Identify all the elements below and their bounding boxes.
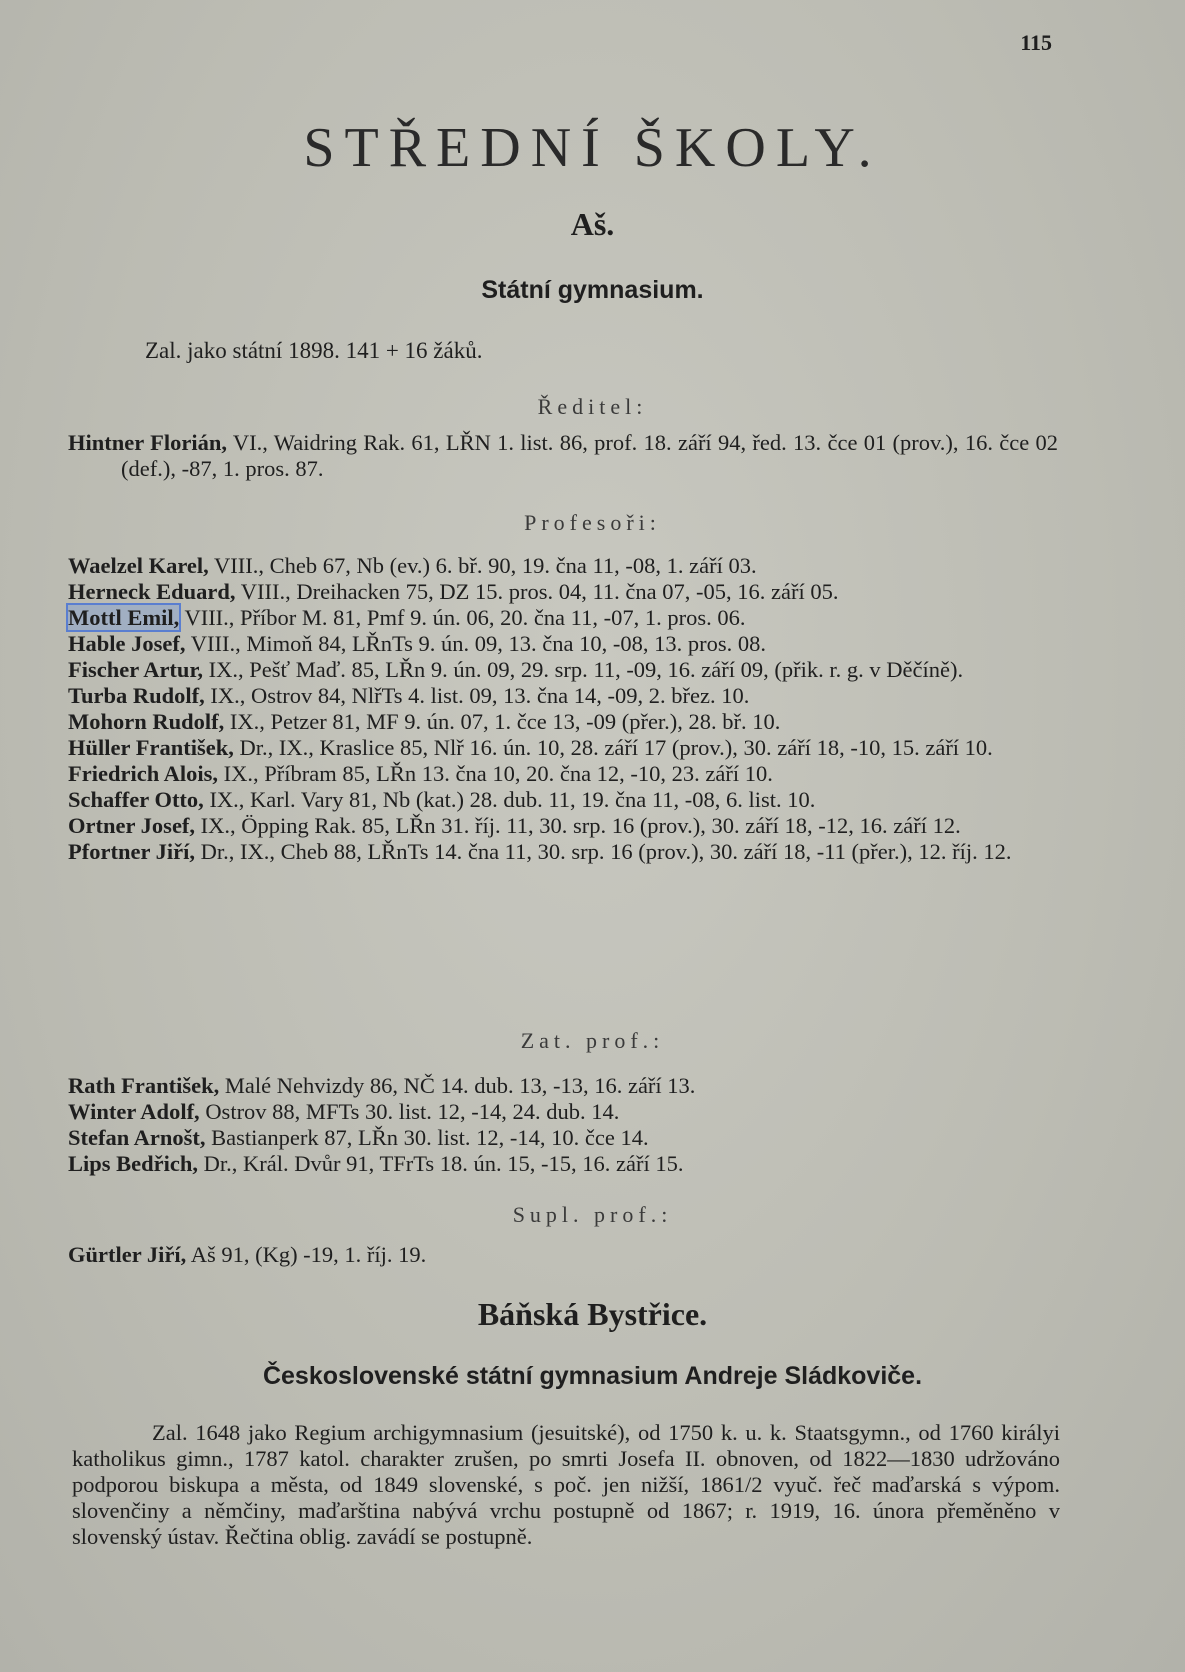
founding-note-as: Zal. jako státní 1898. 141 + 16 žáků.: [145, 338, 483, 363]
person-details: Dr., Král. Dvůr 91, TFrTs 18. ún. 15, -15, 16. září 15.: [198, 1151, 684, 1176]
person-name: Lips Bedřich,: [68, 1151, 199, 1176]
person-details: IX., Pešť Maď. 85, LŘn 9. ún. 09, 29. srp. 11, -09, 16. září 09, (přik. r. g. v Děčíně).: [203, 657, 964, 682]
list-item: [68, 1073, 1058, 1099]
paragraph-text: Zal. 1648 jako Regium archigymnasium (jesuitské), od 1750 k. u. k. Staatsgymn., od 1760 királyi katholikus gimn., 1787 katol. charakter zrušen, po smrti Josefa II. obnoven, od 1822—1830 udržováno podporou biskupa a města, od 1849 slovenské, s poč. jen nižší, 1861/2 vyuč. řeč maďarská s výpom. slovenčiny a němčiny, maďarština nabývá vrchu postupně od 1867; r. 1919, 16. února přeměněno v slovenský ústav. Řečtina oblig. zavádí se postupně.: [72, 1420, 1060, 1549]
person-details: IX., Příbram 85, LŘn 13. čna 10, 20. čna 12, -10, 23. září 10.: [218, 761, 773, 786]
section-heading-profesori: Profesoři:: [524, 510, 661, 535]
city-heading-as: Aš.: [570, 206, 615, 242]
list-item: [68, 657, 1058, 683]
person-details: IX., Öpping Rak. 85, LŘn 31. říj. 11, 30. srp. 16 (prov.), 30. září 18, -12, 16. září 12.: [195, 813, 961, 838]
person-name: Fischer Artur,: [68, 657, 203, 682]
person-details: Dr., IX., Kraslice 85, Nlř 16. ún. 10, 28. září 17 (prov.), 30. září 18, -10, 15. září 10.: [233, 735, 993, 760]
person-name: Schaffer Otto,: [68, 787, 204, 812]
list-zat-prof: [68, 1073, 1058, 1177]
list-item: [68, 813, 1058, 839]
page-number: 115: [1020, 30, 1052, 55]
person-name: Hüller František,: [68, 735, 234, 760]
person-details: Bastianperk 87, LŘn 30. list. 12, -14, 10. čce 14.: [205, 1125, 649, 1150]
person-details: VI., Waidring Rak. 61, LŘN 1. list. 86, prof. 18. září 94, řed. 13. čce 01 (prov.), 16. čce 02 (def.), -87, 1. pros. 87.: [121, 430, 1059, 481]
person-name: Rath František,: [68, 1073, 220, 1098]
school-heading-as: Státní gymnasium.: [481, 276, 704, 304]
section-heading-supl-prof: Supl. prof.:: [512, 1202, 673, 1227]
person-details: Dr., IX., Cheb 88, LŘnTs 14. čna 11, 30. srp. 16 (prov.), 30. září 18, -11 (přer.), 12. říj. 12.: [195, 839, 1012, 864]
list-profesori: [68, 553, 1058, 865]
person-details: VIII., Příbor M. 81, Pmf 9. ún. 06, 20. čna 11, -07, 1. pros. 06.: [179, 605, 746, 630]
list-item: [68, 787, 1058, 813]
person-name: Herneck Eduard,: [68, 579, 236, 604]
person-details: IX., Petzer 81, MF 9. ún. 07, 1. čce 13, -09 (přer.), 28. bř. 10.: [224, 709, 781, 734]
person-name: Turba Rudolf,: [68, 683, 205, 708]
list-item: [68, 1125, 1058, 1151]
person-name: Friedrich Alois,: [68, 761, 218, 786]
list-item: [68, 553, 1058, 579]
person-name: Hintner Florián,: [68, 430, 228, 455]
list-item: [68, 579, 1058, 605]
list-item: [68, 1099, 1058, 1125]
person-name: Gürtler Jiří,: [68, 1242, 187, 1267]
person-name: Mohorn Rudolf,: [68, 709, 225, 734]
person-details: IX., Ostrov 84, NlřTs 4. list. 09, 13. čna 14, -09, 2. břez. 10.: [204, 683, 750, 708]
person-details: IX., Karl. Vary 81, Nb (kat.) 28. dub. 11, 19. čna 11, -08, 6. list. 10.: [203, 787, 816, 812]
list-item: [68, 709, 1058, 735]
person-name: Ortner Josef,: [68, 813, 196, 838]
list-item: [68, 1151, 1058, 1177]
person-details: VIII., Dreihacken 75, DZ 15. pros. 04, 11. čna 07, -05, 16. září 05.: [235, 579, 839, 604]
person-details: Aš 91, (Kg) -19, 1. říj. 19.: [186, 1242, 427, 1267]
list-item: [68, 839, 1058, 865]
list-item: [68, 761, 1058, 787]
list-item: [68, 1242, 1058, 1268]
list-item: [68, 683, 1058, 709]
list-item: [68, 605, 1058, 631]
list-item: [68, 735, 1058, 761]
school-history-paragraph: [72, 1420, 1060, 1550]
page-title: STŘEDNÍ ŠKOLY.: [303, 117, 882, 179]
person-details: Malé Nehvizdy 86, NČ 14. dub. 13, -13, 16. září 13.: [219, 1073, 696, 1098]
person-details: VIII., Mimoň 84, LŘnTs 9. ún. 09, 13. čna 10, -08, 13. pros. 08.: [185, 631, 766, 656]
list-item: [68, 430, 1058, 482]
person-details: Ostrov 88, MFTs 30. list. 12, -14, 24. dub. 14.: [199, 1099, 620, 1124]
person-name-highlighted[interactable]: Mottl Emil,: [68, 605, 180, 630]
list-item: [68, 631, 1058, 657]
city-heading-banska-bystrice: Báňská Bystřice.: [477, 1296, 708, 1332]
person-name: Hable Josef,: [68, 631, 186, 656]
person-details: VIII., Cheb 67, Nb (ev.) 6. bř. 90, 19. čna 11, -08, 1. září 03.: [208, 553, 757, 578]
person-name: Waelzel Karel,: [68, 553, 209, 578]
list-reditel: [68, 430, 1058, 482]
person-name: Stefan Arnošt,: [68, 1125, 206, 1150]
person-name: Winter Adolf,: [68, 1099, 200, 1124]
list-supl-prof: [68, 1242, 1058, 1268]
section-heading-zat-prof: Zat. prof.:: [520, 1028, 665, 1053]
school-heading-banska-bystrice: Československé státní gymnasium Andreje Sládkoviče.: [262, 1362, 923, 1390]
person-name: Pfortner Jiří,: [68, 839, 196, 864]
section-heading-reditel: Ředitel:: [537, 394, 648, 419]
